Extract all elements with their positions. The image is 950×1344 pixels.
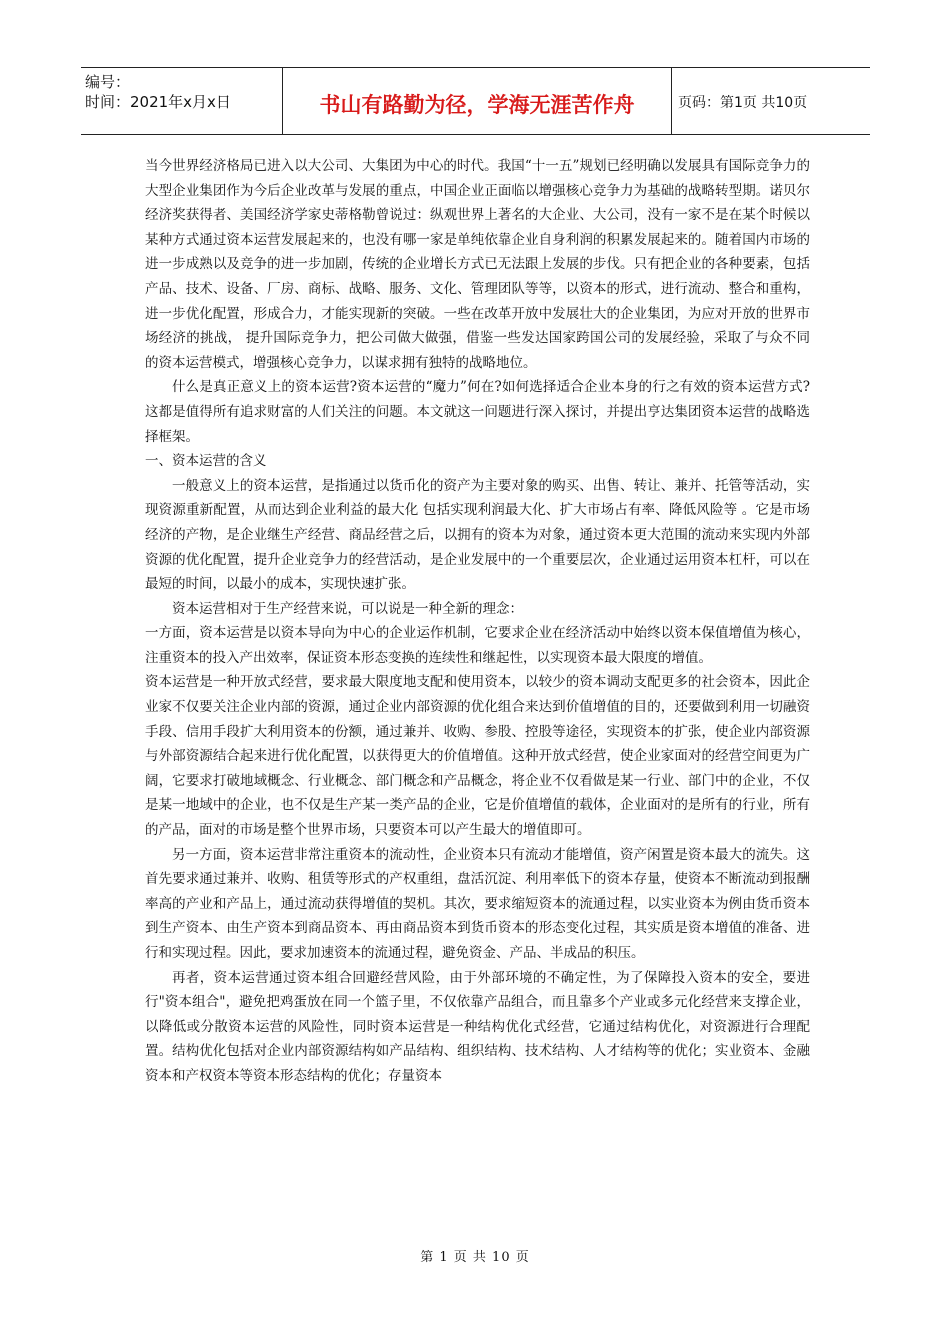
paragraph-capital-orientation: 一方面，资本运营是以资本导向为中心的企业运作机制，它要求企业在经济活动中始终以资本保值增值为核心，注重资本的投入产出效率，保证资本形态变换的连续性和继起性，以实现资本最大限度的增值。 bbox=[145, 625, 810, 666]
paragraph-liquidity: 另一方面，资本运营非常注重资本的流动性，企业资本只有流动才能增值，资产闲置是资本最大的流失。这首先要求通过兼并、收购、租赁等形式的产权重组，盘活沉淀、利用率低下的资本存量，使资本不断流动到报酬率高的产业和产品上，通过流动获得增值的契机。其次，要求缩短资本的流通过程，以实业资本为例由货币资本到生产资本、由生产资本到商品资本、再由商品资本到货币资本的形态变化过程，其实质是资本增值的准备、进行和实现过程。因此，要求加速资本的流通过程，避免资金、产品、半成品的积压。 bbox=[145, 846, 810, 961]
header-motto: 书山有路勤为径，学海无涯苦作舟 bbox=[283, 68, 672, 134]
paragraph-intro: 当今世界经济格局已进入以大公司、大集团为中心的时代。我国“十一五”规划已经明确以发展具有国际竞争力的大型企业集团作为今后企业改革与发展的重点，中国企业正面临以增强核心竞争力为基础的战略转型期。诺贝尔经济奖获得者、美国经济学家史蒂格勒曾说过：纵观世界上著名的大企业、大公司，没有一家不是在某个时候以某种方式通过资本运营发展起来的，也没有哪一家是单纯依靠企业自身利润的积累发展起来的。随着国内市场的进一步成熟以及竞争的进一步加剧，传统的企业增长方式已无法跟上发展的步伐。只有把企业的各种要素，包括产品、技术、设备、厂房、商标、战略、服务、文化、管理团队等等，以资本的形式，进行流动、整合和重构，进一步优化配置，形成合力，才能实现新的突破。一些在改革开放中发展壮大的企业集团，为应对开放的世界市场经济的挑战， 提升国际竞争力，把公司做大做强，借鉴一些发达国家跨国公司的发展经验，采取了与众不同的资本运营模式，增强核心竞争力，以谋求拥有独特的战略地位。 bbox=[145, 158, 810, 371]
paragraph-concept-lead: 资本运营相对于生产经营来说，可以说是一种全新的理念： bbox=[172, 600, 523, 617]
document-date: 时间：2021年x月x日 bbox=[85, 93, 231, 111]
paragraph-risk-portfolio: 再者，资本运营通过资本组合回避经营风险，由于外部环境的不确定性，为了保障投入资本的安全，要进行"资本组合"，避免把鸡蛋放在同一个篮子里，不仅依靠产品组合，而且靠多个产业或多元化经营来支撑企业，以降低或分散资本运营的风险性，同时资本运营是一种结构优化式经营，它通过结构优化，对资源进行合理配置。结构优化包括对企业内部资源结构如产品结构、组织结构、技术结构、人才结构等的优化；实业资本、金融资本和产权资本等资本形态结构的优化；存量资本 bbox=[145, 969, 810, 1084]
paragraph-questions: 什么是真正意义上的资本运营?资本运营的“魔力”何在?如何选择适合企业本身的行之有效的资本运营方式?这都是值得所有追求财富的人们关注的问题。本文就这一问题进行深入探讨，并提出亨达集团资本运营的战略选择框架。 bbox=[145, 379, 810, 445]
document-number-label: 编号： bbox=[85, 73, 131, 91]
paragraph-definition: 一般意义上的资本运营，是指通过以货币化的资产为主要对象的购买、出售、转让、兼并、托管等活动，实现资源重新配置，从而达到企业利益的最大化 包括实现利润最大化、扩大市场占有率、降低风险等 。它是市场经济的产物，是企业继生产经营、商品经营之后，以拥有的资本为对象，通过资本更大范围的流动来实现内外部资源的优化配置，提升企业竞争力的经营活动，是企业发展中的一个重要层次，企业通过运用资本杠杆，可以在最短的时间，以最小的成本，实现快速扩张。 bbox=[145, 477, 810, 593]
header-page-info: 页码：第1页 共10页 bbox=[678, 95, 808, 111]
document-header bbox=[81, 67, 870, 135]
page-footer: 第 1 页 共 10 页 bbox=[420, 1250, 530, 1265]
section-heading: 一、资本运营的含义 bbox=[145, 453, 267, 470]
document-body bbox=[145, 154, 810, 1089]
header-meta bbox=[81, 68, 283, 134]
paragraph-open-operation: 资本运营是一种开放式经营，要求最大限度地支配和使用资本，以较少的资本调动支配更多的社会资本，因此企业家不仅要关注企业内部的资源，通过企业内部资源的优化组合来达到价值增值的目的，还要做到利用一切融资手段、信用手段扩大利用资本的份额，通过兼并、收购、参股、控股等途径，实现资本的扩张，使企业内部资源与外部资源结合起来进行优化配置，以获得更大的价值增值。这种开放式经营，使企业家面对的经营空间更为广阔，它要求打破地域概念、行业概念、部门概念和产品概念，将企业不仅看做是某一行业、部门中的企业，不仅是某一地域中的企业，也不仅是生产某一类产品的企业，它是价值增值的载体，企业面对的是所有的行业，所有的产品，面对的市场是整个世界市场，只要资本可以产生最大的增值即可。 bbox=[145, 674, 810, 839]
